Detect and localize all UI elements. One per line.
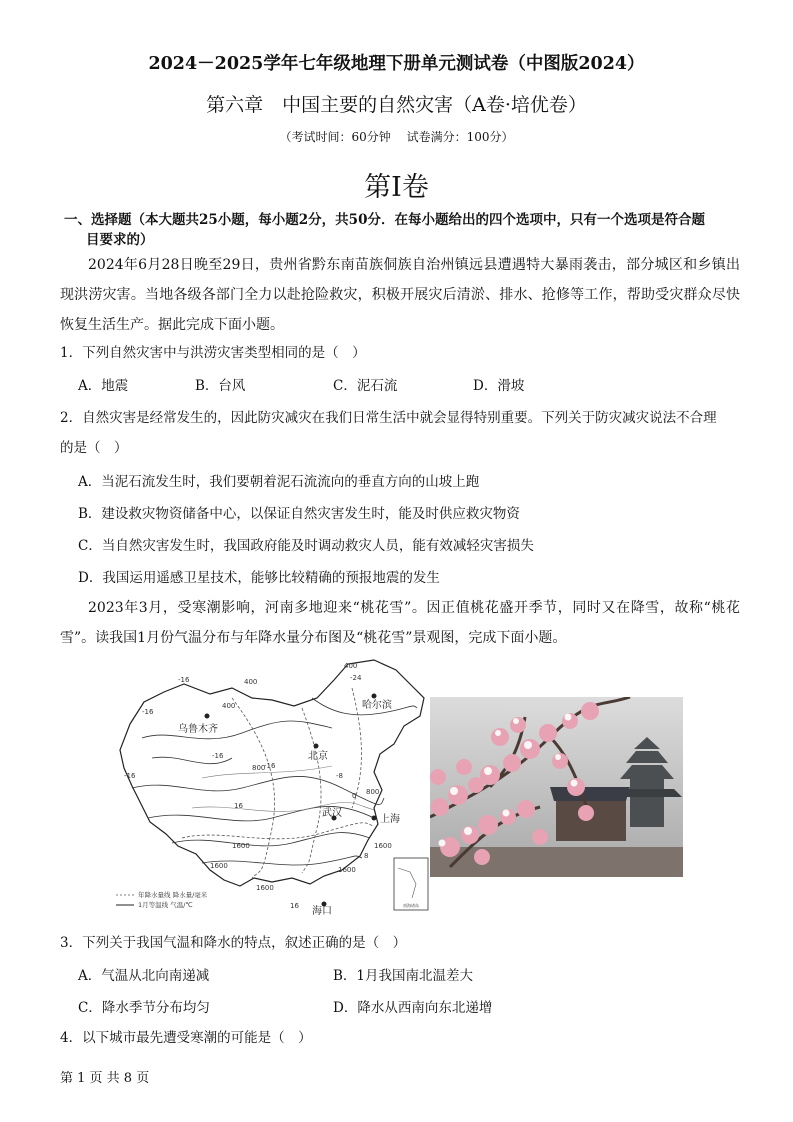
q2-option-d[interactable]: D．我国运用遥感卫星技术，能够比较精确的预报地震的发生	[78, 570, 440, 586]
isotherm-label: 8	[364, 852, 369, 860]
isohyet-label: 1600	[374, 842, 392, 850]
page-footer: 第 1 页 共 8 页	[60, 1071, 150, 1086]
volume-heading: 第I卷	[364, 172, 429, 203]
isohyet-label: 1600	[210, 862, 228, 870]
q1-option-c[interactable]: C．泥石流	[333, 378, 398, 394]
isohyet-label: 1600	[232, 842, 250, 850]
question-4-stem: 4．以下城市最先遭受寒潮的可能是（ ）	[60, 1030, 312, 1046]
q3-option-a[interactable]: A．气温从北向南递减	[78, 968, 210, 984]
section-heading-line2: 目要求的）	[86, 232, 154, 248]
question-2-stem	[60, 403, 750, 463]
q1-option-d[interactable]: D．滑坡	[473, 378, 525, 394]
q1-option-a[interactable]: A．地震	[78, 378, 129, 394]
map-legend	[116, 890, 208, 909]
isohyet-label: 800	[252, 764, 266, 772]
isohyet-label: 1600	[338, 866, 356, 874]
section-heading-line1: 一、选择题（本大题共25小题，每小题2分，共50分．在每小题给出的四个选项中，只有一个选项是符合题	[64, 212, 705, 228]
q3-option-d[interactable]: D．降水从西南向东北递增	[333, 1000, 493, 1016]
isotherm-label: -16	[212, 752, 224, 760]
isotherm-label: -16	[142, 708, 154, 716]
isotherm-label: 16	[234, 802, 243, 810]
exam-title: 2024－2025学年七年级地理下册单元测试卷（中图版2024）	[148, 54, 645, 74]
exam-info: （考试时间：60分钟 试卷满分：100分）	[279, 130, 514, 144]
isohyet-label: 400	[244, 678, 258, 686]
city-shanghai: 上海	[380, 814, 400, 825]
chapter-subtitle: 第六章 中国主要的自然灾害（A卷·培优卷）	[206, 94, 587, 116]
q2-option-c[interactable]: C．当自然灾害发生时，我国政府能及时调动救灾人员，能有效减轻灾害损失	[78, 538, 534, 554]
question-1-stem: 1．下列自然灾害中与洪涝灾害类型相同的是（ ）	[60, 345, 366, 361]
isotherm-label: 16	[290, 902, 299, 910]
peach-snow-photo	[430, 697, 683, 877]
isotherm-label: -16	[124, 772, 136, 780]
passage-peach-snow: 2023年3月，受寒潮影响，河南多地迎来“桃花雪”。因正值桃花盛开季节，同时又在降雪，故称“桃花雪”。读我国1月份气温分布与年降水量分布图及“桃花雪”景观图，完成下面小题。	[60, 600, 740, 646]
isohyet-label: 400	[222, 702, 236, 710]
city-urumqi: 乌鲁木齐	[178, 724, 218, 735]
section-heading	[64, 210, 754, 250]
legend-isotherm: 1月等温线 气温/℃	[138, 901, 193, 909]
question-2-line2: 的是（ ）	[60, 440, 128, 456]
question-3-stem: 3．下列关于我国气温和降水的特点，叙述正确的是（ ）	[60, 935, 407, 951]
q2-option-b[interactable]: B．建设救灾物资储备中心，以保证自然灾害发生时，能及时供应救灾物资	[78, 506, 520, 522]
city-beijing: 北京	[308, 751, 328, 762]
isotherm-label: -24	[350, 674, 362, 682]
isotherm-label: -8	[336, 772, 343, 780]
city-harbin: 哈尔滨	[362, 700, 392, 711]
city-haikou: 海口	[312, 906, 332, 916]
q3-option-c[interactable]: C．降水季节分布均匀	[78, 1000, 210, 1016]
q2-option-a[interactable]: A．当泥石流发生时，我们要朝着泥石流流向的垂直方向的山坡上跑	[78, 474, 480, 490]
question-2-line1: 2．自然灾害是经常发生的，因此防灾减灾在我们日常生活中就会显得特别重要。下列关于防灾减灾说法不合理	[60, 410, 717, 426]
inset-label: 南海诸岛	[403, 903, 419, 908]
city-wuhan: 武汉	[322, 808, 342, 819]
isotherm-label: -16	[178, 676, 190, 684]
passage-flood: 2024年6月28日晚至29日，贵州省黔东南苗族侗族自治州镇远县遭遇特大暴雨袭击，部分城区和乡镇出现洪涝灾害。当地各级各部门全力以赴抢险救灾，积极开展灾后清淤、排水、抢修等工作，帮助受灾群众尽快恢复生活生产。据此完成下面小题。	[60, 257, 740, 333]
china-climate-map	[112, 658, 430, 916]
isohyet-label: 1600	[256, 884, 274, 892]
q1-option-b[interactable]: B．台风	[195, 378, 246, 394]
q3-option-b[interactable]: B．1月我国南北温差大	[333, 968, 474, 984]
isohyet-label: 400	[344, 662, 358, 670]
isohyet-label: 800	[366, 788, 380, 796]
legend-isohyet: 年降水量线 降水量/毫米	[138, 891, 208, 899]
isotherm-label: 0	[352, 792, 357, 800]
china-outline	[120, 660, 424, 886]
isotherm-label: -16	[264, 762, 276, 770]
